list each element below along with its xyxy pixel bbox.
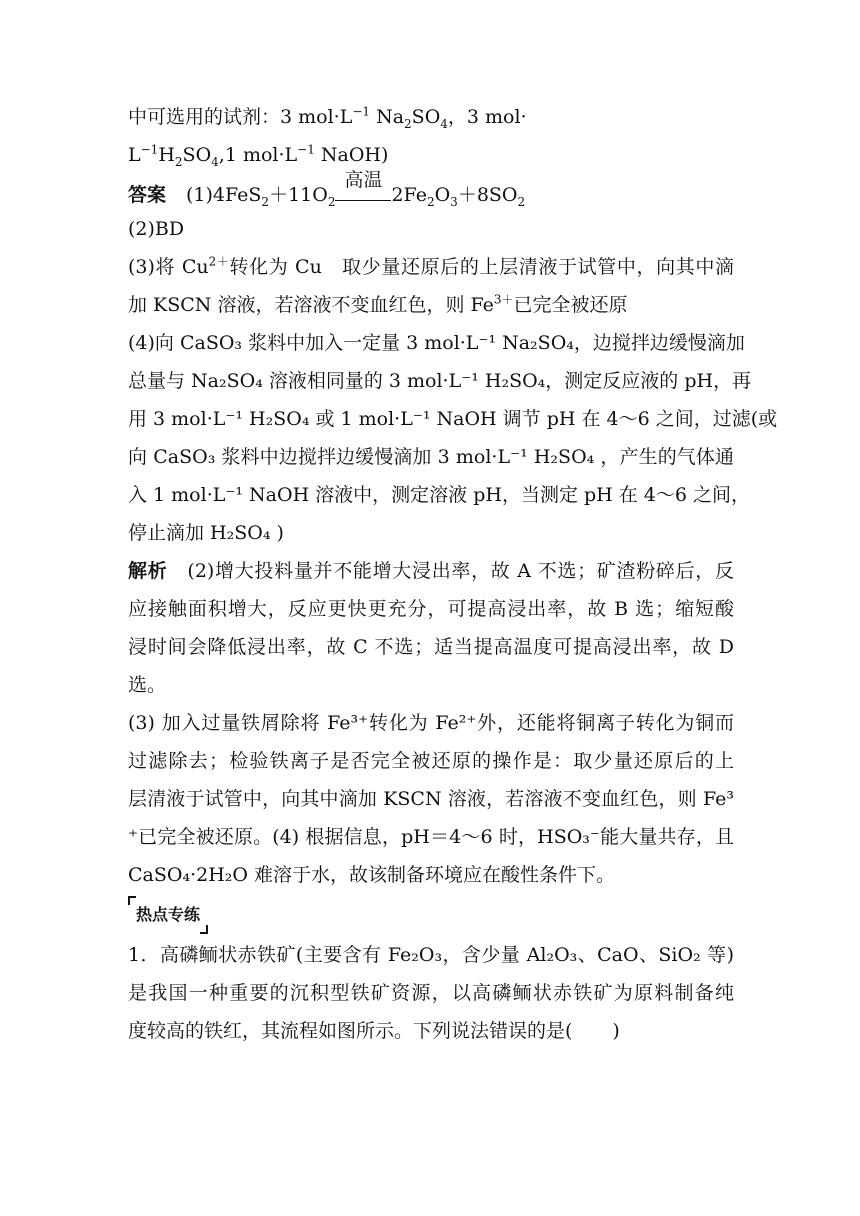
- equation-text: ＋11O: [269, 184, 328, 206]
- answer-text: 转化为 Cu 取少量还原后的上层清液于试管中，向其中滴: [229, 256, 734, 278]
- intro-tail: NaOH): [314, 144, 389, 166]
- question-text: 度较高的铁红，其流程如图所示。下列说法错误的是(: [128, 1020, 573, 1042]
- question-text: ): [612, 1020, 620, 1042]
- subscript: 2: [404, 116, 412, 131]
- question-1-line-3: [128, 1014, 734, 1048]
- answer-part-4-line-2: 总量与 Na₂SO₄ 溶液相同量的 3 mol·L⁻¹ H₂SO₄，测定反应液的 pH，再: [128, 370, 752, 392]
- answer-label: 答案: [128, 184, 167, 206]
- answer-part-4-line-1: (4)向 CaSO₃ 浆料中加入一定量 3 mol·L⁻¹ Na₂SO₄，边搅拌边缓慢滴加: [128, 332, 745, 354]
- analysis-label: 解析: [128, 560, 168, 582]
- answer-text: 加 KSCN 溶液，若溶液不变血红色，则 Fe: [128, 294, 494, 316]
- superscript: 2＋: [208, 254, 230, 269]
- subscript: 4: [211, 154, 219, 169]
- reaction-condition: [335, 169, 391, 201]
- subscript: 3: [450, 194, 458, 209]
- equation-text: 2Fe: [391, 184, 427, 206]
- superscript: −1: [297, 142, 315, 157]
- question-1-line-1: 1．高磷鲕状赤铁矿(主要含有 Fe₂O₃，含少量 Al₂O₃、CaO、SiO₂ 等): [128, 944, 734, 966]
- answer-part-4-line-4: 向 CaSO₃ 浆料中边搅拌边缓慢滴加 3 mol·L⁻¹ H₂SO₄ ，产生的气体通: [128, 446, 734, 468]
- equation-text: O: [434, 184, 451, 206]
- reaction-arrow-bar: [335, 200, 391, 201]
- answer-part-4-line-6: 停止滴加 H₂SO₄ ): [128, 522, 284, 544]
- analysis-line-6: 过滤除去；检验铁离子是否完全被还原的操作是：取少量还原后的上: [128, 750, 734, 772]
- analysis-line-2: 应接触面积增大，反应更快更充分，可提高浸出率，故 B 选；缩短酸: [128, 598, 734, 620]
- equation-text: (1)4FeS: [186, 184, 262, 206]
- subscript: 4: [440, 116, 448, 131]
- reagent-text: Na: [370, 106, 405, 128]
- answer-part-3-line-1: [128, 250, 734, 284]
- subscript: 2: [517, 194, 526, 209]
- superscript: −1: [140, 142, 159, 157]
- answer-equation-line: [128, 169, 734, 212]
- subscript: 2: [174, 154, 183, 169]
- answer-part-2: (2)BD: [128, 218, 185, 240]
- subscript: 2: [327, 194, 336, 209]
- intro-text: L: [128, 144, 141, 166]
- document-page: [128, 100, 778, 1048]
- analysis-line-8: ⁺已完全被还原。(4) 根据信息，pH＝4～6 时，HSO₃⁻能大量共存，且: [128, 826, 734, 848]
- reagent-text: H: [158, 144, 175, 166]
- intro-tail: ，3 mol·: [447, 106, 527, 128]
- analysis-line-3: 浸时间会降低浸出率，故 C 不选；适当提高温度可提高浸出率，故 D: [128, 636, 734, 658]
- superscript: −1: [352, 104, 371, 119]
- reagent-text: SO: [182, 144, 212, 166]
- intro-line-2: [128, 138, 734, 172]
- intro-line-1: [128, 100, 734, 134]
- condition-label: 高温: [344, 169, 383, 191]
- reagent-text: ,1 mol·L: [218, 144, 298, 166]
- equation-text: ＋8SO: [457, 184, 518, 206]
- analysis-text: (2)增大投料量并不能增大浸出率，故 A 不选；矿渣粉碎后，反: [187, 560, 734, 582]
- section-tag-hot-practice: 热点专练: [128, 896, 208, 934]
- analysis-line-5: (3) 加入过量铁屑除将 Fe³⁺转化为 Fe²⁺外，还能将铜离子转化为铜而: [128, 712, 734, 734]
- reagent-text: SO: [411, 106, 441, 128]
- answer-part-4-line-3: 用 3 mol·L⁻¹ H₂SO₄ 或 1 mol·L⁻¹ NaOH 调节 pH 在 4～6 之间，过滤(或: [128, 408, 778, 430]
- intro-text: 中可选用的试剂：3 mol·L: [128, 106, 353, 128]
- question-1-line-2: 是我国一种重要的沉积型铁矿资源，以高磷鲕状赤铁矿为原料制备纯: [128, 982, 734, 1004]
- analysis-line-4: 选。: [128, 674, 167, 696]
- subscript: 2: [261, 194, 270, 209]
- analysis-line-9: CaSO₄·2H₂O 难溶于水，故该制备环境应在酸性条件下。: [128, 864, 616, 886]
- answer-text: 已完全被还原: [513, 294, 628, 316]
- analysis-line-1: [128, 554, 734, 588]
- analysis-line-7: 层清液于试管中，向其中滴加 KSCN 溶液，若溶液不变血红色，则 Fe³: [128, 788, 734, 810]
- answer-part-3-line-2: [128, 288, 734, 322]
- section-header: [128, 896, 734, 934]
- answer-text: (3)将 Cu: [128, 256, 209, 278]
- superscript: 3＋: [493, 292, 514, 307]
- subscript: 2: [426, 194, 435, 209]
- answer-part-4-line-5: 入 1 mol·L⁻¹ NaOH 溶液中，测定溶液 pH，当测定 pH 在 4～6 之间，: [128, 484, 751, 506]
